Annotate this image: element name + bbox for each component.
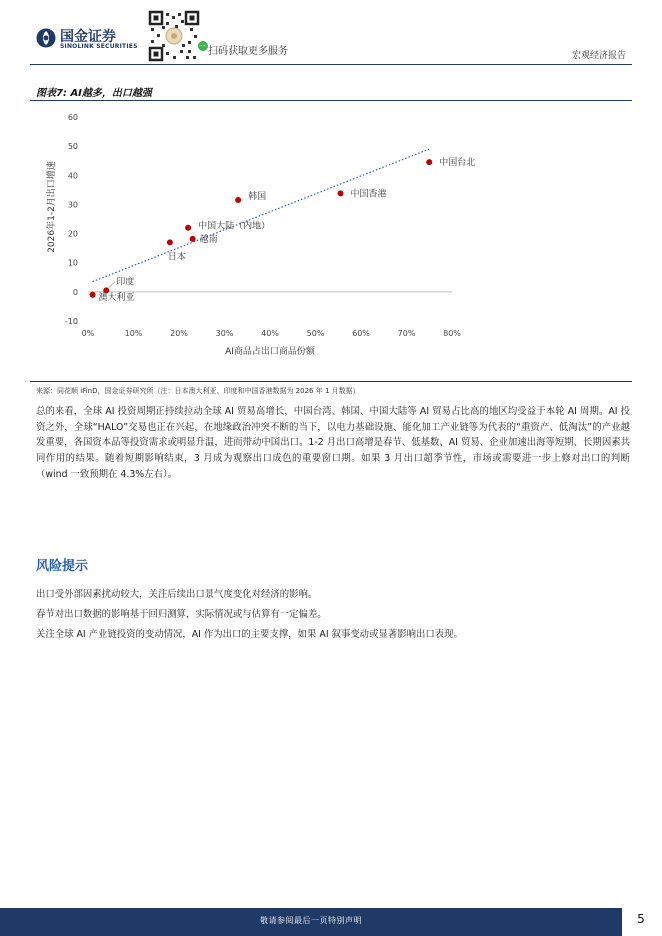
data-point [185,225,191,231]
x-tick-label: 40% [261,329,279,338]
source-divider [30,381,632,382]
chart-point-labels [99,156,476,303]
point-label: 中国大陆（内地） [198,221,271,232]
footer-disclaimer: 敬请参阅最后一页特别声明 [260,916,362,925]
risk-item: 关注全球 AI 产业链投资的变动情况，AI 作为出口的主要支撑，如果 AI 叙事变动或显著影响出口表现。 [36,629,463,640]
figure-source: 来源：同花顺 iFinD，国金证券研究所（注：日本澳大利亚、印度和中国香港数据为 2026 年 1 月数据） [36,387,360,395]
x-tick-label: 10% [124,329,143,338]
x-tick-label: 60% [352,329,370,338]
x-tick-label: 80% [443,329,461,338]
point-label: 澳大利亚 [98,292,135,303]
y-tick-label: 30 [67,200,78,210]
qr-code-icon[interactable] [148,10,200,62]
data-point [190,236,196,242]
x-tick-label: 20% [170,329,188,338]
y-tick-label: -10 [64,317,78,326]
data-point [167,239,173,245]
brand-name: 国金证券 [60,29,116,45]
x-tick-label: 50% [306,329,325,338]
trendline [93,149,430,282]
y-axis-label: 2026年1-2月出口增速 [47,161,57,253]
chart-trendline [93,149,430,282]
label-leader-line [108,281,115,288]
point-label: 越南 [199,234,218,245]
point-label: 中国台北 [439,158,476,169]
point-label: 中国香港 [350,189,387,200]
sinolink-logo-icon [36,28,56,48]
figure-title: 图表7: AI越多，出口越强 [36,88,152,99]
header-divider [30,64,632,65]
y-tick-label: 40 [67,171,78,181]
point-label: 韩国 [248,192,267,203]
x-tick-label: 30% [215,329,234,338]
scan-prompt: 扫码获取更多服务 [208,46,288,57]
x-axis-label: AI商品占出口商品份额 [225,347,315,357]
data-point [235,197,241,203]
y-tick-label: 60 [67,113,78,122]
y-tick-label: 10 [67,258,78,268]
risk-section-title: 风险提示 [36,559,89,574]
point-label: 印度 [116,277,135,288]
figure-top-divider [30,100,632,101]
risk-item: 出口受外部因素扰动较大，关注后续出口景气度变化对经济的影响。 [36,589,318,600]
data-point [338,190,344,196]
data-point [426,159,432,165]
y-tick-label: 0 [72,287,78,297]
y-tick-label: 50 [67,142,78,152]
risk-item: 春节对出口数据的影响基于回归测算，实际情况或与估算有一定偏差。 [36,609,327,620]
x-tick-label: 70% [397,329,416,338]
summary-paragraph: 总的来看，全球 AI 投资周期正持续拉动全球 AI 贸易高增长，中国台湾、韩国、中国大陆等 AI 贸易占比高的地区均受益于本轮 AI 周期。AI 投资之外，全球“HALO”交易也正在兴起，在地缘政治冲突不断的当下，以电力基础设施、能化加工产业链等为代表的“重资产、低淘汰”的产业越发重要，各国资本品等投资需求或明显升温，进而带动中国出口。1-2 月出口高增是春节、低基数、AI 贸易、企业加速出海等短期、长期因素共同作用的结果。随着短期影响结束，3 月成为观察出口成色的重要窗口期。如果 3 月出口超季节性，市场或需要进一步上修对出口的判断（wind 一致预期在 4.3%左右）。 [36,406,630,480]
brand-name-en: SINOLINK SECURITIES [60,43,138,50]
y-tick-label: 20 [67,229,78,239]
data-point [90,292,96,298]
scatter-chart [40,104,480,366]
page-number: 5 [637,912,645,926]
wechat-icon [198,41,208,51]
report-type: 宏观经济报告 [571,51,626,61]
x-tick-label: 0% [81,329,95,338]
point-label: 日本 [167,252,186,263]
